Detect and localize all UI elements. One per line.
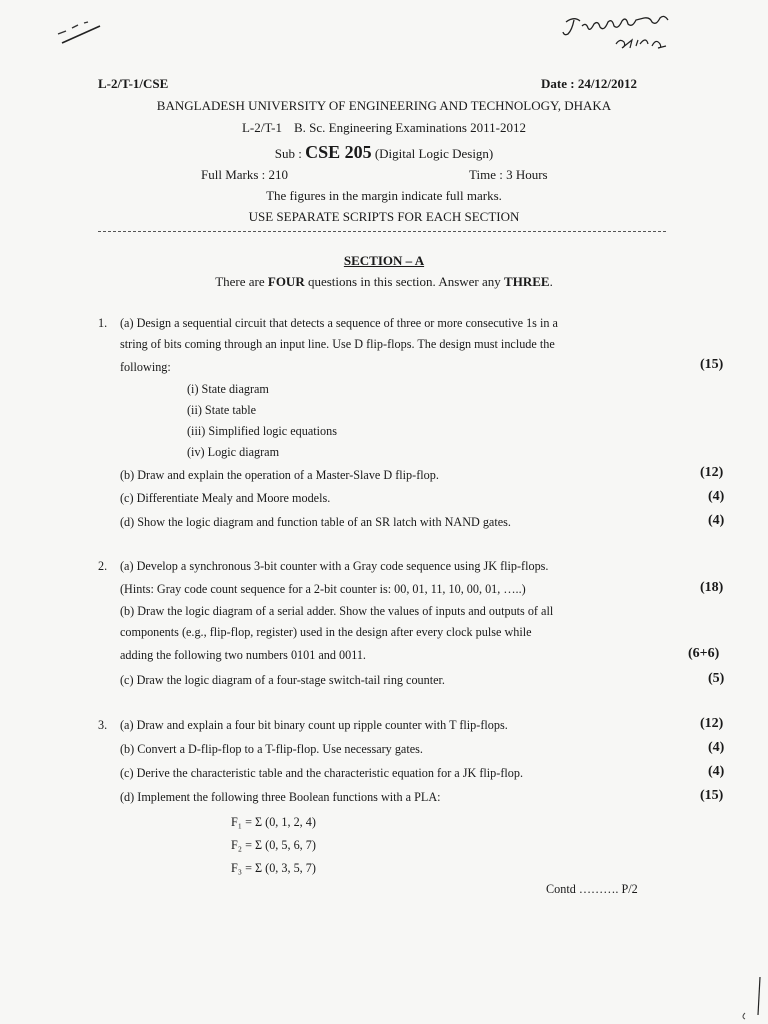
course-name: (Digital Logic Design): [374, 146, 494, 161]
pen-stroke-mark: [56, 14, 116, 44]
general-instruction: USE SEPARATE SCRIPTS FOR EACH SECTION: [248, 209, 520, 224]
divider: [98, 231, 666, 232]
sub-item: (iv) Logic diagram: [187, 445, 280, 459]
question-marks: (4): [708, 764, 725, 779]
section-instruction-answer: THREE: [504, 274, 550, 289]
exam-date: Date : 24/12/2012: [541, 76, 638, 91]
question-number: 3.: [98, 718, 108, 732]
question-text: adding the following two numbers 0101 and 0011.: [120, 648, 366, 662]
section-instruction-text: questions in this section. Answer any: [304, 274, 505, 289]
question-text: (a) Develop a synchronous 3-bit counter with a Gray code sequence using JK flip-flops.: [120, 559, 549, 573]
question-marks: (15): [700, 357, 724, 372]
full-marks: Full Marks : 210: [201, 167, 289, 182]
subject-line: [0, 142, 768, 163]
boolean-function: F₁ = Σ (0, 1, 2, 4): [231, 815, 316, 829]
boolean-function: F₃ = Σ (0, 3, 5, 7): [231, 861, 316, 875]
question-text: components (e.g., flip-flop, register) used in the design after every clock pulse while: [120, 625, 532, 639]
handwritten-signature: [560, 12, 680, 52]
question-text: (c) Derive the characteristic table and the characteristic equation for a JK flip-flop.: [120, 766, 524, 780]
question-marks: (12): [700, 465, 724, 480]
university-name: BANGLADESH UNIVERSITY OF ENGINEERING AND TECHNOLOGY, DHAKA: [156, 98, 612, 113]
question-number: 1.: [98, 316, 108, 330]
question-text: (c) Differentiate Mealy and Moore models.: [120, 491, 331, 505]
question-text: (b) Draw the logic diagram of a serial adder. Show the values of inputs and outputs of all: [120, 604, 554, 618]
question-marks: (4): [708, 513, 725, 528]
boolean-function: F₂ = Σ (0, 5, 6, 7): [231, 838, 316, 852]
question-text: string of bits coming through an input line. Use D flip-flops. The design must include the: [120, 337, 555, 351]
sub-item: (i) State diagram: [187, 382, 269, 396]
question-text: (b) Draw and explain the operation of a Master-Slave D flip-flop.: [120, 468, 439, 482]
sub-item: (ii) State table: [187, 403, 257, 417]
question-marks: (18): [700, 580, 724, 595]
edge-pen-mark: [725, 975, 765, 1020]
sub-item: (iii) Simplified logic equations: [187, 424, 337, 438]
level-term-department: L-2/T-1/CSE: [98, 76, 169, 91]
question-text: (d) Implement the following three Boolean functions with a PLA:: [120, 790, 441, 804]
question-text: (b) Convert a D-flip-flop to a T-flip-flop. Use necessary gates.: [120, 742, 423, 756]
question-marks: (12): [700, 716, 724, 731]
question-marks: (5): [708, 671, 725, 686]
margin-note: The figures in the margin indicate full marks.: [266, 188, 502, 203]
question-text: (a) Draw and explain a four bit binary count up ripple counter with T flip-flops.: [120, 718, 508, 732]
question-marks: (6+6): [688, 646, 720, 661]
question-text: (d) Show the logic diagram and function table of an SR latch with NAND gates.: [120, 515, 511, 529]
question-marks: (4): [708, 740, 725, 755]
section-instruction: [0, 274, 768, 290]
section-instruction-text: .: [549, 274, 553, 289]
section-instruction-count: FOUR: [267, 274, 305, 289]
section-title: SECTION – A: [343, 253, 425, 268]
exam-duration: Time : 3 Hours: [469, 167, 548, 182]
subject-prefix: Sub :: [274, 146, 302, 161]
course-code: CSE 205: [305, 142, 372, 162]
question-text: (Hints: Gray code count sequence for a 2-bit counter is: 00, 01, 11, 10, 00, 01, …..): [120, 582, 526, 596]
exam-title: [0, 120, 768, 136]
question-text: (c) Draw the logic diagram of a four-stage switch-tail ring counter.: [120, 673, 445, 687]
question-number: 2.: [98, 559, 108, 573]
question-marks: (4): [708, 489, 725, 504]
question-marks: (15): [700, 788, 724, 803]
question-text: (a) Design a sequential circuit that detects a sequence of three or more consecutive 1s in a: [120, 316, 558, 330]
exam-level: L-2/T-1: [241, 120, 282, 135]
exam-name: B. Sc. Engineering Examinations 2011-2012: [293, 120, 526, 135]
continued-note: Contd ………. P/2: [546, 882, 638, 896]
question-text: following:: [120, 360, 171, 374]
section-instruction-text: There are: [215, 274, 268, 289]
